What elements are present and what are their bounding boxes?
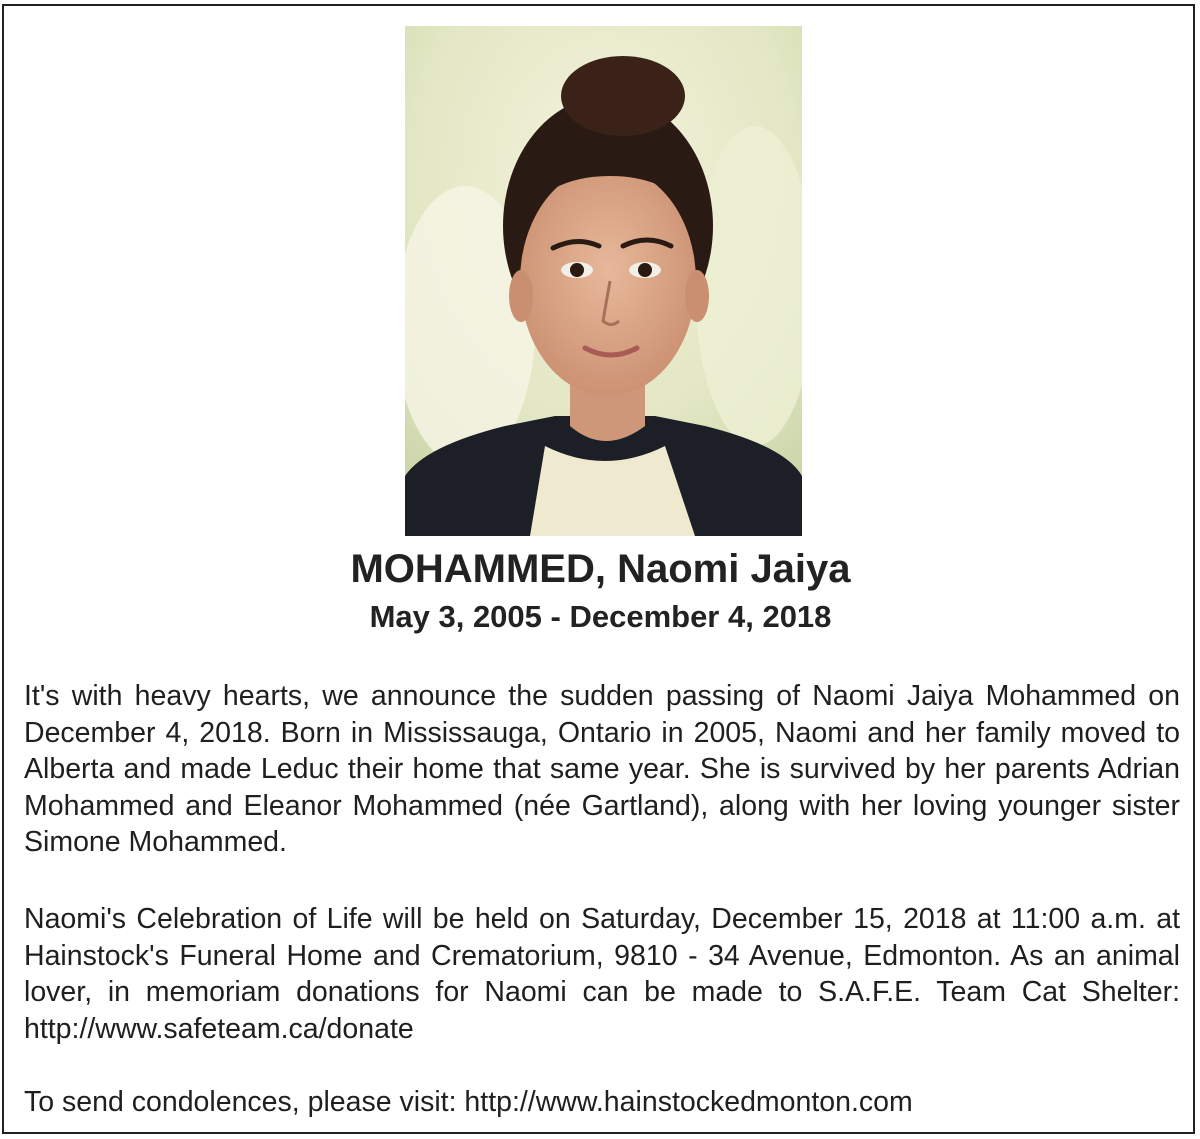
life-dates: May 3, 2005 - December 4, 2018 xyxy=(369,599,832,634)
deceased-name: MOHAMMED, Naomi Jaiya xyxy=(350,547,851,591)
obituary-paragraph-announcement: It's with heavy hearts, we announce the sudden passing of Naomi Jaiya Mohammed on December 4, 2018. Born in Mississauga, Ontario in 2005, Naomi and her family moved to Alberta and made Leduc their home that same year. She is survived by her parents Adrian Mohammed and Eleanor Mohammed (née Gartland), along with her loving younger sister Simone Mohammed. xyxy=(24,680,1180,858)
obituary-paragraph-condolences: To send condolences, please visit: http://www.hainstockedmonton.com xyxy=(24,1086,913,1118)
portrait-photo xyxy=(405,26,802,536)
obituary-frame xyxy=(2,4,1195,1134)
obituary-paragraph-service: Naomi's Celebration of Life will be held on Saturday, December 15, 2018 at 11:00 a.m. at Hainstock's Funeral Home and Crematorium, 9810 - 34 Avenue, Edmonton. As an animal lover, in memoriam donations for Naomi can be made to S.A.F.E. Team Cat Shelter: http://www.safeteam.ca/donate xyxy=(24,903,1180,1045)
